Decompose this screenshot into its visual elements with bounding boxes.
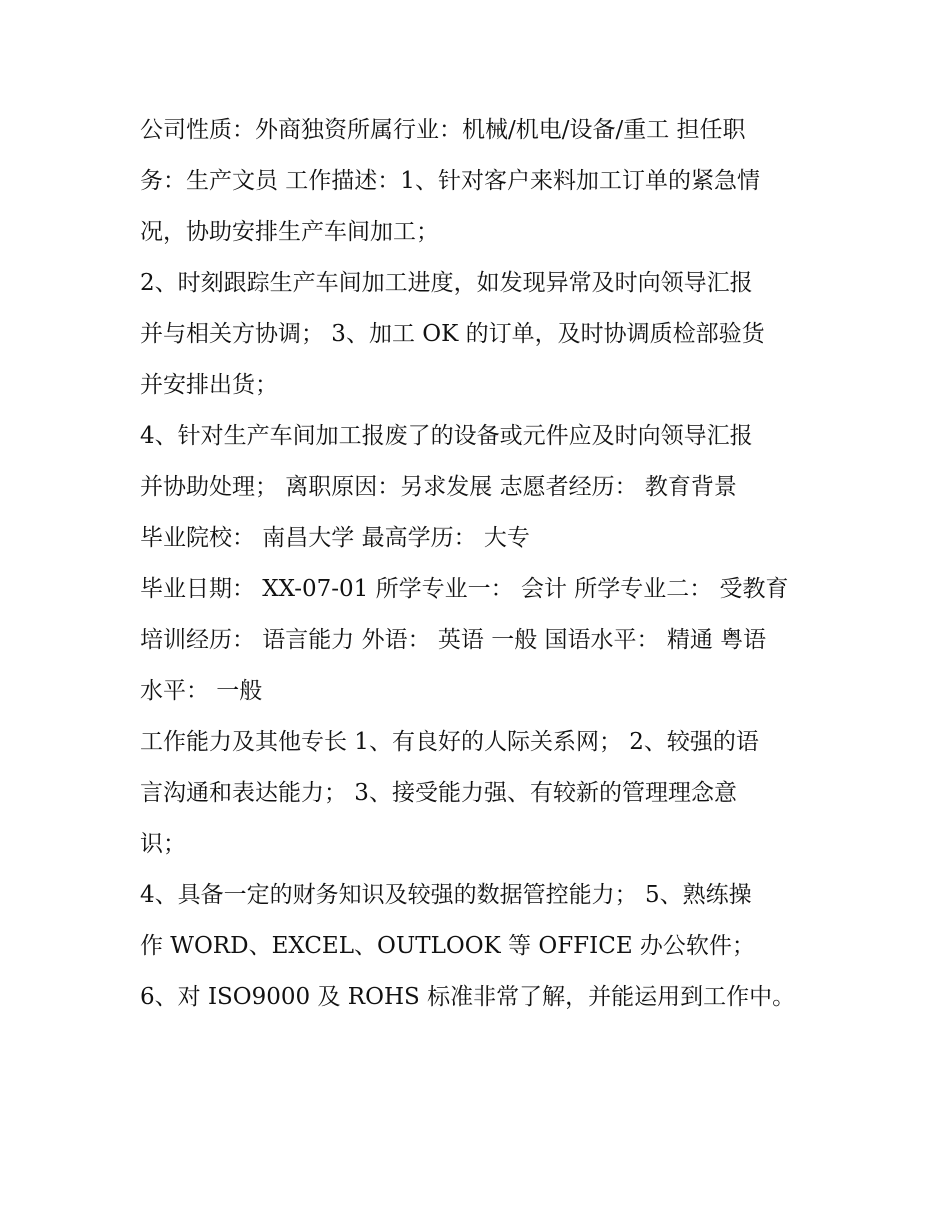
- document-body: [140, 105, 820, 1023]
- text-line: 4、具备一定的财务知识及较强的数据管控能力； 5、熟练操: [140, 882, 752, 908]
- text-line: 4、针对生产车间加工报废了的设备或元件应及时向领导汇报: [140, 423, 753, 449]
- text-line: 水平： 一般: [140, 678, 263, 704]
- text-line: 2、时刻跟踪生产车间加工进度，如发现异常及时向领导汇报: [140, 270, 753, 296]
- text-line: 公司性质：外商独资所属行业：机械/机电/设备/重工 担任职: [140, 117, 746, 143]
- text-line: 工作能力及其他专长 1、有良好的人际关系网； 2、较强的语: [140, 729, 759, 755]
- text-line: 况，协助安排生产车间加工；: [140, 219, 439, 245]
- text-line: 识；: [140, 831, 186, 857]
- text-line: 并协助处理； 离职原因：另求发展 志愿者经历： 教育背景: [140, 474, 737, 500]
- text-line: 6、对 ISO9000 及 ROHS 标准非常了解，并能运用到工作中。: [140, 984, 796, 1010]
- text-line: 毕业院校： 南昌大学 最高学历： 大专: [140, 525, 530, 551]
- text-line: 务：生产文员 工作描述：1、针对客户来料加工订单的紧急情: [140, 168, 760, 194]
- text-line: 毕业日期： XX-07-01 所学专业一： 会计 所学专业二： 受教育: [140, 576, 789, 602]
- text-line: 并与相关方协调； 3、加工 OK 的订单，及时协调质检部验货: [140, 321, 765, 347]
- text-line: 培训经历： 语言能力 外语： 英语 一般 国语水平： 精通 粤语: [140, 627, 767, 653]
- text-line: 并安排出货；: [140, 372, 278, 398]
- text-line: 言沟通和表达能力； 3、接受能力强、有较新的管理理念意: [140, 780, 737, 806]
- text-line: 作 WORD、EXCEL、OUTLOOK 等 OFFICE 办公软件；: [140, 933, 755, 959]
